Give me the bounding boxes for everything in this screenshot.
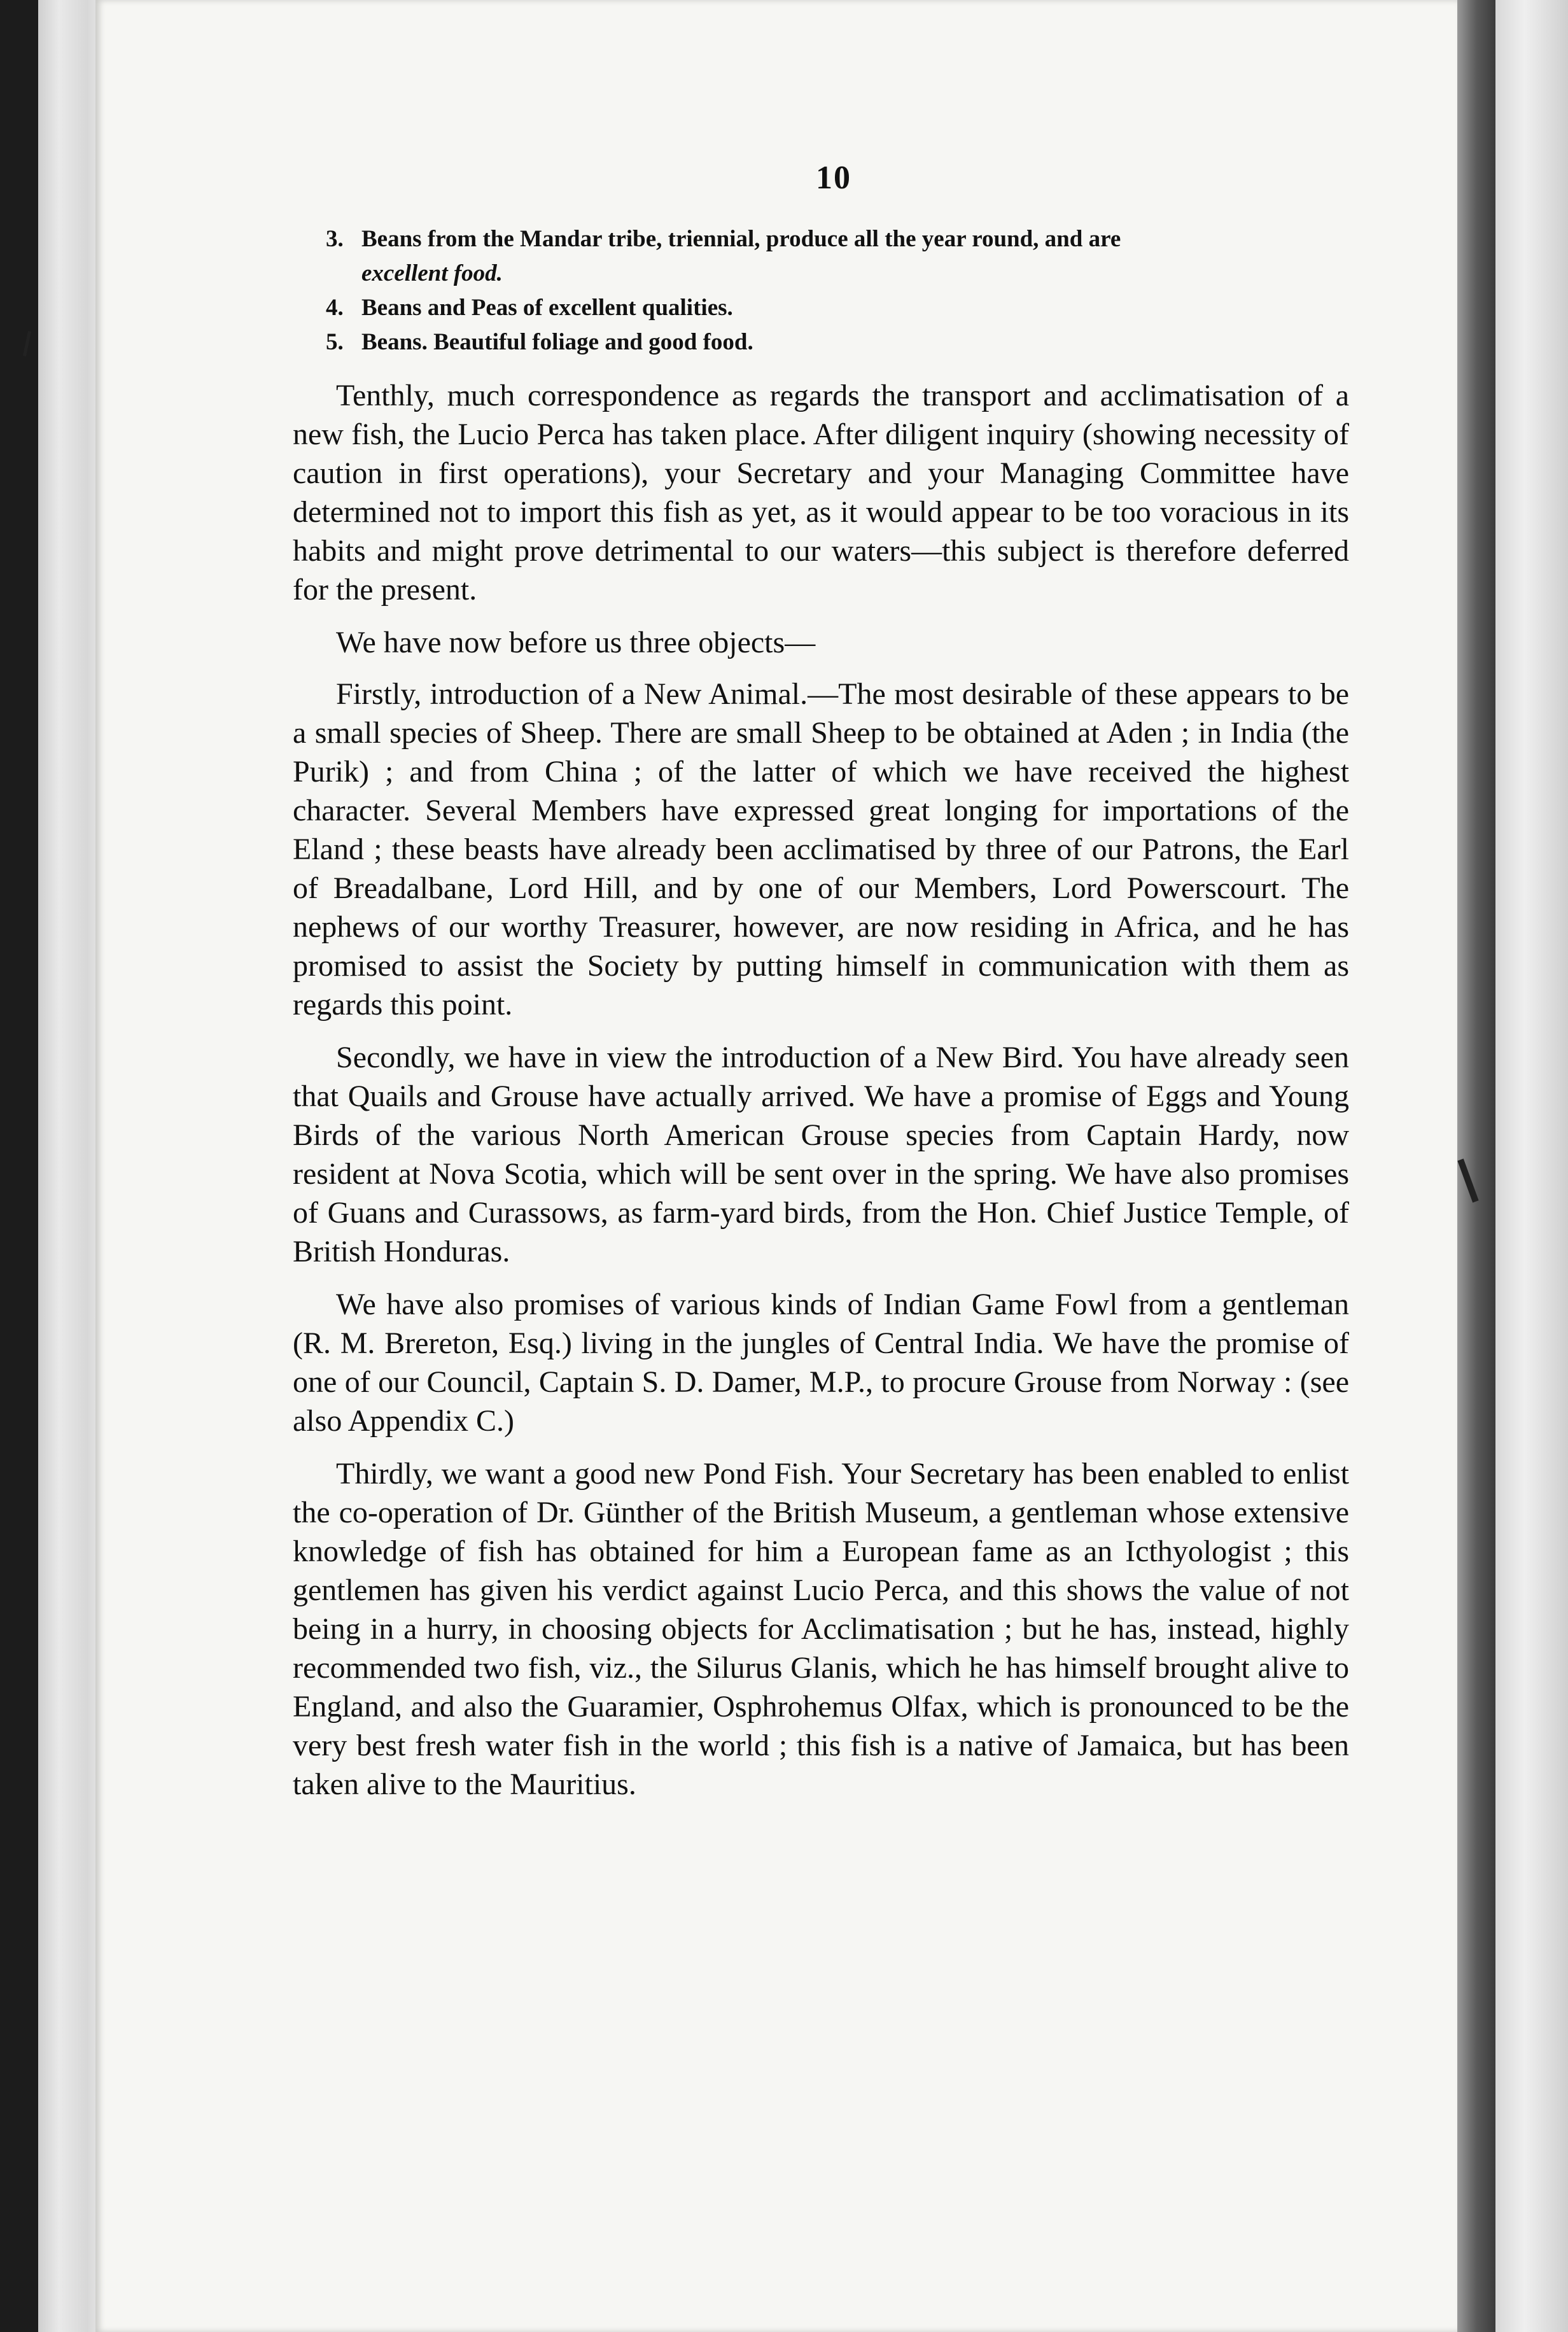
- paragraph-game-fowl: We have also promises of various kinds of Indian Game Fowl from a gentleman (R. M. Brereton, Esq.) living in the jungles of Central India. We have the promise of one of our Council, Captain S. D. Damer, M.P., to procure Grouse from Norway : (see also Appendix C.): [293, 1288, 1349, 1438]
- margin-mark: [23, 331, 31, 356]
- page-number: 10: [816, 160, 851, 196]
- numbered-list: [293, 222, 1349, 360]
- paragraph-secondly: Secondly, we have in view the introduction of a New Bird. You have already seen that Quails and Grouse have actually arrived. We have a promise of Eggs and Young Birds of the various North American Grouse species from Captain Hardy, now resident at Nova Scotia, which will be sent over in the spring. We have also promises of Guans and Curassows, as farm-yard birds, from the Hon. Chief Justice Temple, of British Honduras.: [293, 1041, 1349, 1268]
- paragraph-three-objects: We have now before us three objects—: [336, 626, 816, 659]
- list-item-text: Beans and Peas of excellent qualities.: [361, 295, 733, 321]
- list-item-text: Beans. Beautiful foliage and good food.: [361, 329, 753, 355]
- page-content: [293, 159, 1349, 1818]
- list-item-continuation: excellent food.: [361, 260, 503, 286]
- paragraph-tenthly: Tenthly, much correspondence as regards the transport and acclimatisation of a new fish, the Lucio Perca has taken place. After diligent inquiry (showing necessity of caution in first operations), your Secretary and your Managing Committee have determined not to import this fish as yet, as it would appear to be too voracious in its habits and might prove detrimental to our waters—this subject is therefore deferred for the present.: [293, 379, 1349, 607]
- list-item-number: 3.: [326, 226, 344, 252]
- list-item: [293, 291, 1349, 325]
- paragraph-thirdly: Thirdly, we want a good new Pond Fish. Your Secretary has been enabled to enlist the co-operation of Dr. Günther of the British Museum, a gentleman whose extensive knowledge of fish has obtained for him a European fame as an Icthyologist ; this gentlemen has given his verdict against Lucio Perca, and this shows the value of not being in a hurry, in choosing objects for Acclimatisation ; but he has, instead, highly recommended two fish, viz., the Silurus Glanis, which he has himself brought alive to England, and also the Guaramier, Osphrohemus Olfax, which is pronounced to be the very best fresh water fish in the world ; this fish is a native of Jamaica, but has been taken alive to the Mauritius.: [293, 1457, 1349, 1801]
- right-page-edge: [1495, 0, 1568, 2332]
- list-item-text: Beans from the Mandar tribe, triennial, produce all the year round, and are: [361, 226, 1121, 252]
- list-item-number: 4.: [326, 295, 344, 321]
- list-item: [293, 325, 1349, 360]
- list-item: [293, 222, 1349, 256]
- paragraph-firstly: Firstly, introduction of a New Animal.—The most desirable of these appears to be a small species of Sheep. There are small Sheep to be obtained at Aden ; in India (the Purik) ; and from China ; of the latter of which we have received the highest character. Several Members have expressed great longing for importations of the Eland ; these beasts have already been acclimatised by three of our Patrons, the Earl of Breadalbane, Lord Hill, and by one of our Members, Lord Powerscourt. The nephews of our worthy Treasurer, however, are now residing in Africa, and he has promised to assist the Society by putting himself in communication with them as regards this point.: [293, 677, 1349, 1022]
- list-item-number: 5.: [326, 329, 344, 355]
